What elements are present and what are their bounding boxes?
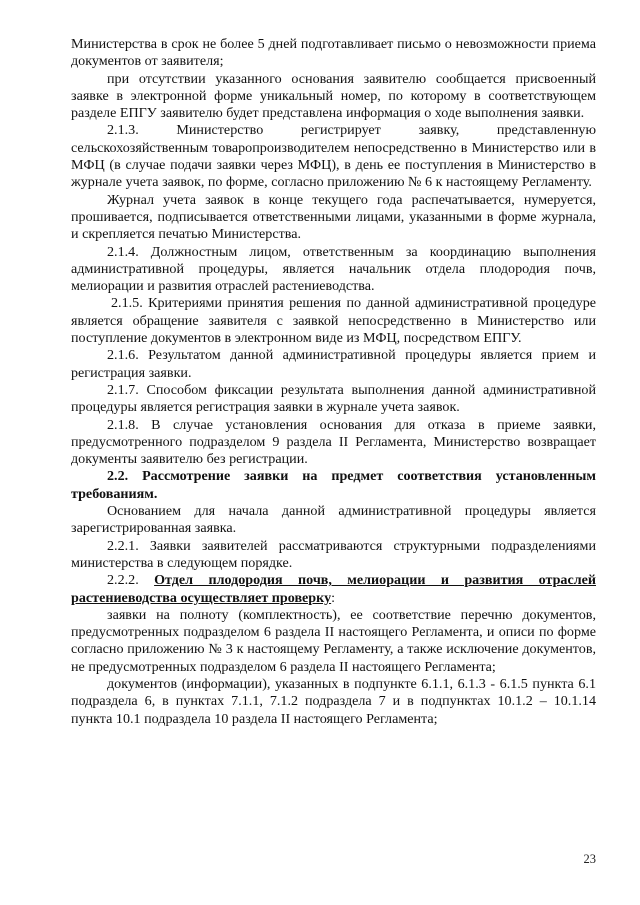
paragraph-continuation: Министерства в срок не более 5 дней подготавливает письмо о невозможности приема документов от заявителя; [71, 36, 596, 70]
paragraph-2-2-2-number: 2.2.2. [107, 572, 155, 589]
paragraph-2-2-1: 2.2.1. Заявки заявителей рассматриваются структурными подразделениями министерства в следующем порядке. [71, 537, 596, 571]
paragraph-documents-info: документов (информации), указанных в подпункте 6.1.1, 6.1.3 - 6.1.5 пункта 6.1 подраздела 6, в пунктах 7.1.1, 7.1.2 подраздела 7 и в подпунктах 10.1.2 – 10.1.14 пункта 10.1 подраздела 10 раздела II настоящего Регламента; [71, 675, 596, 727]
paragraph-completeness: заявки на полноту (комплектность), ее соответствие перечню документов, предусмотренных подразделом 6 раздела II настоящего Регламента, и описи по форме согласно приложению № 3 к настоящему Регламенту, а также исключение документов, не предусмотренных подразделом 6 раздела II настоящего Регламента; [71, 606, 596, 675]
paragraph-2-1-5: 2.1.5. Критериями принятия решения по данной административной процедуре является обращение заявителя с заявкой непосредственно в Министерство или поступление документов в электронном виде из МФЦ, посредством ЕПГУ. [71, 295, 596, 347]
paragraph-2-1-7: 2.1.7. Способом фиксации результата выполнения данной административной процедуры является регистрация заявки в журнале учета заявок. [71, 381, 596, 416]
paragraph-2-2-2-colon: : [331, 589, 336, 606]
paragraph-journal: Журнал учета заявок в конце текущего года распечатывается, нумеруется, прошивается, подписывается ответственными лицами, указанными в форме журнала, и скрепляется печатью Министерства. [71, 191, 596, 243]
paragraph-no-grounds: при отсутствии указанного основания заявителю сообщается присвоенный заявке в электронной форме уникальный номер, по которому в соответствующем разделе ЕПГУ заявителю будет представлена информация о ходе выполнения заявки. [71, 70, 596, 122]
paragraph-2-1-3: 2.1.3. Министерство регистрирует заявку, представленную сельскохозяйственным товаропроизводителем непосредственно в Министерство или в МФЦ (в случае подачи заявки через МФЦ), в день ее поступления в Министерство в журнале учета заявок, по форме, согласно приложению № 6 к настоящему Регламенту. [71, 122, 596, 191]
page-number: 23 [583, 852, 596, 866]
paragraph-2-1-6: 2.1.6. Результатом данной административной процедуры является прием и регистрация заявки. [71, 347, 596, 381]
paragraph-2-2-2 [71, 572, 596, 607]
paragraph-basis: Основанием для начала данной административной процедуры является зарегистрированная заявка. [71, 503, 596, 537]
document-page [71, 36, 596, 728]
paragraph-2-1-8: 2.1.8. В случае установления основания для отказа в приеме заявки, предусмотренного подразделом 9 раздела II Регламента, Министерство возвращает документы заявителю без регистрации. [71, 416, 596, 468]
paragraph-2-1-4: 2.1.4. Должностным лицом, ответственным за координацию выполнения административной процедуры, является начальник отдела плодородия почв, мелиорации и развития отраслей растениеводства. [71, 243, 596, 295]
section-heading-2-2: 2.2. Рассмотрение заявки на предмет соответствия установленным требованиям. [71, 468, 596, 502]
paragraph-2-2-2-emphasis: Отдел плодородия почв, мелиорации и развития отраслей растениеводства осуществляет проверку [71, 572, 597, 606]
